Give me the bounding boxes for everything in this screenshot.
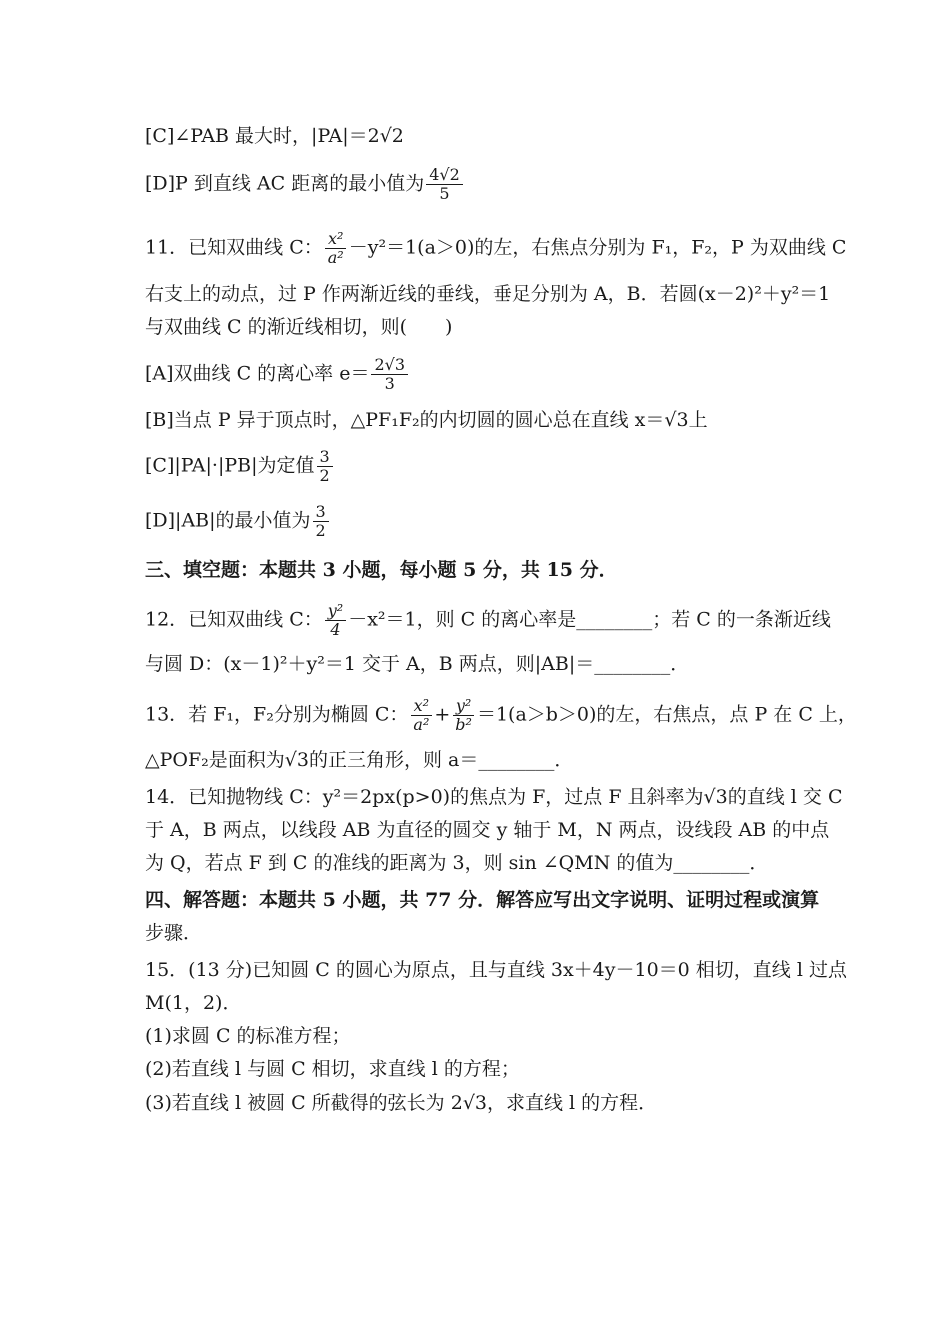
question-15-part-1: (1)求圆 C 的标准方程； bbox=[145, 1025, 351, 1047]
option-10c: [C]∠PAB 最大时，|PA|＝2√2 bbox=[145, 125, 404, 147]
question-13-line-2: △POF₂是面积为√3的正三角形，则 a＝________． bbox=[145, 749, 574, 771]
fraction: $\frac{\text{y²}}{4}$ bbox=[325, 602, 346, 639]
option-11a: [A]双曲线 C 的离心率 e＝ $\frac{2√3}{3}$ bbox=[145, 356, 810, 393]
question-15-part-3: (3)若直线 l 被圆 C 所截得的弦长为 2√3，求直线 l 的方程． bbox=[145, 1092, 658, 1114]
question-15-line-2: M(1，2)． bbox=[145, 992, 242, 1014]
section-3-header: 三、填空题：本题共 3 小题，每小题 5 分，共 15 分． bbox=[145, 559, 618, 581]
fraction: $\frac{3}{2}$ bbox=[313, 503, 329, 540]
question-14-line-1: 14．已知抛物线 C：y²＝2px(p>0)的焦点为 F，过点 F 且斜率为√3的直线 l 交 C bbox=[145, 786, 843, 808]
option-10d: [D]P 到直线 AC 距离的最小值为 $\frac{4√2}{5}$ bbox=[145, 166, 810, 203]
question-14-line-3: 为 Q，若点 F 到 C 的准线的距离为 3，则 sin ∠QMN 的值为________． bbox=[145, 852, 769, 874]
question-15-part-2: (2)若直线 l 与圆 C 相切，求直线 l 的方程； bbox=[145, 1058, 520, 1080]
question-11-line-2: 右支上的动点，过 P 作两渐近线的垂线，垂足分别为 A，B．若圆(x－2)²＋y²＝1 bbox=[145, 283, 831, 305]
question-15-line-1: 15．(13 分)已知圆 C 的圆心为原点，且与直线 3x＋4y－10＝0 相切，直线 l 过点 bbox=[145, 959, 847, 981]
question-13-line-1: 13．若 F₁，F₂分别为椭圆 C： $\frac{\text{x²}}{\text{a²}}$ + $\frac{\text{y²}}{\text{b²}}$ ＝1(a＞b＞0)的左，右焦点，点 P 在 C 上， bbox=[145, 696, 857, 734]
question-11-line-1: 11．已知双曲线 C： $\frac{\text{x²}}{\text{a²}}$ －y²＝1(a＞0)的左，右焦点分别为 F₁，F₂，P 为双曲线 C bbox=[145, 229, 847, 267]
option-11c: [C]|PA|·|PB|为定值 $\frac{3}{2}$ bbox=[145, 448, 810, 485]
fraction: $\frac{\text{x²}}{\text{a²}}$ bbox=[325, 230, 347, 267]
section-4-header: 四、解答题：本题共 5 小题，共 77 分．解答应写出文字说明、证明过程或演算 bbox=[145, 889, 820, 911]
question-11-line-3: 与双曲线 C 的渐近线相切，则( ) bbox=[145, 316, 453, 338]
fraction: $\frac{\text{y²}}{\text{b²}}$ bbox=[452, 697, 475, 734]
fraction: $\frac{2√3}{3}$ bbox=[371, 356, 408, 393]
question-12-line-1: 12．已知双曲线 C： $\frac{\text{y²}}{4}$ －x²＝1，则 C 的离心率是________；若 C 的一条渐近线 bbox=[145, 601, 831, 639]
section-4-header-cont: 步骤． bbox=[145, 922, 203, 944]
fraction: $\frac{\text{x²}}{\text{a²}}$ bbox=[410, 697, 432, 734]
option-11d: [D]|AB|的最小值为 $\frac{3}{2}$ bbox=[145, 503, 810, 540]
fraction: $\frac{4√2}{5}$ bbox=[426, 166, 463, 203]
fraction: $\frac{3}{2}$ bbox=[317, 448, 333, 485]
question-12-line-2: 与圆 D：(x－1)²＋y²＝1 交于 A，B 两点，则|AB|＝________． bbox=[145, 653, 690, 675]
question-14-line-2: 于 A，B 两点，以线段 AB 为直径的圆交 y 轴于 M，N 两点，设线段 AB 的中点 bbox=[145, 819, 830, 841]
option-11b: [B]当点 P 异于顶点时，△PF₁F₂的内切圆的圆心总在直线 x＝√3上 bbox=[145, 409, 708, 431]
